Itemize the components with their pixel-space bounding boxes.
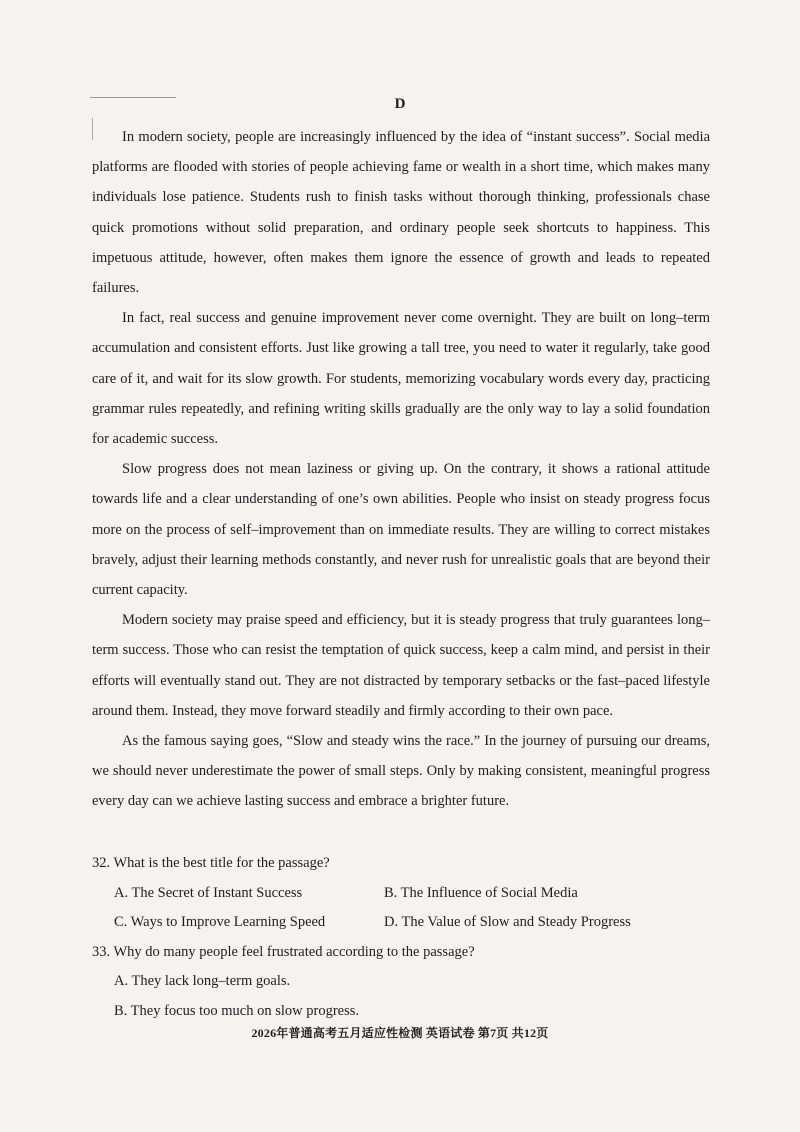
question-33-option-b: B. They focus too much on slow progress. bbox=[114, 1002, 359, 1019]
question-32-options-row-1 bbox=[92, 879, 710, 909]
question-32-options-row-2 bbox=[92, 908, 710, 938]
passage-paragraph-4: Modern society may praise speed and efficiency, but it is steady progress that truly guarantees long–term success. Those who can resist the temptation of quick success, keep a calm mind, and persist in their efforts will eventually stand out. They are not distracted by temporary setbacks or the fast–paced lifestyle around them. Instead, they move forward steadily and firmly according to their own pace. bbox=[92, 612, 710, 719]
section-title: D bbox=[394, 96, 406, 112]
passage-paragraph-3: Slow progress does not mean laziness or giving up. On the contrary, it shows a rational attitude towards life and a clear understanding of one’s own abilities. People who insist on steady progress focus more on the process of self–improvement than on immediate results. They are willing to correct mistakes bravely, adjust their learning methods constantly, and never rush for unrealistic goals that are beyond their current capacity. bbox=[92, 461, 710, 599]
reading-passage bbox=[92, 122, 710, 817]
question-33-option-a: A. They lack long–term goals. bbox=[114, 973, 291, 989]
page-footer: 2026年普通高考五月适应性检测 英语试卷 第7页 共12页 bbox=[251, 1026, 549, 1040]
passage-paragraph-1: In modern society, people are increasingly influenced by the idea of “instant success”. Social media platforms are flooded with stories of people achieving fame or wealth in a short time, which makes many individuals lose patience. Students rush to finish tasks without thorough thinking, professionals chase quick promotions without solid preparation, and ordinary people seek shortcuts to happiness. This impetuous attitude, however, often makes them ignore the essence of growth and leads to repeated failures. bbox=[92, 129, 710, 297]
question-33-stem: 33. Why do many people feel frustrated according to the passage? bbox=[92, 943, 475, 960]
passage-paragraph-2: In fact, real success and genuine improvement never come overnight. They are built on long–term accumulation and consistent efforts. Just like growing a tall tree, you need to water it regularly, take good care of it, and wait for its slow growth. For students, memorizing vocabulary words every day, practicing grammar rules repeatedly, and refining writing skills gradually are the only way to lay a solid foundation for academic success. bbox=[92, 310, 710, 448]
question-32-option-d: D. The Value of Slow and Steady Progress bbox=[384, 914, 631, 930]
question-32-option-c: C. Ways to Improve Learning Speed bbox=[114, 914, 326, 930]
passage-paragraph-5: As the famous saying goes, “Slow and steady wins the race.” In the journey of pursuing our dreams, we should never underestimate the power of small steps. Only by making consistent, meaningful progress every day can we achieve lasting success and embrace a brighter future. bbox=[92, 733, 710, 810]
question-32-option-a: A. The Secret of Instant Success bbox=[114, 884, 303, 901]
question-32-stem: 32. What is the best title for the passage? bbox=[92, 855, 330, 871]
question-block bbox=[92, 849, 710, 1026]
question-32-option-b: B. The Influence of Social Media bbox=[384, 884, 578, 901]
